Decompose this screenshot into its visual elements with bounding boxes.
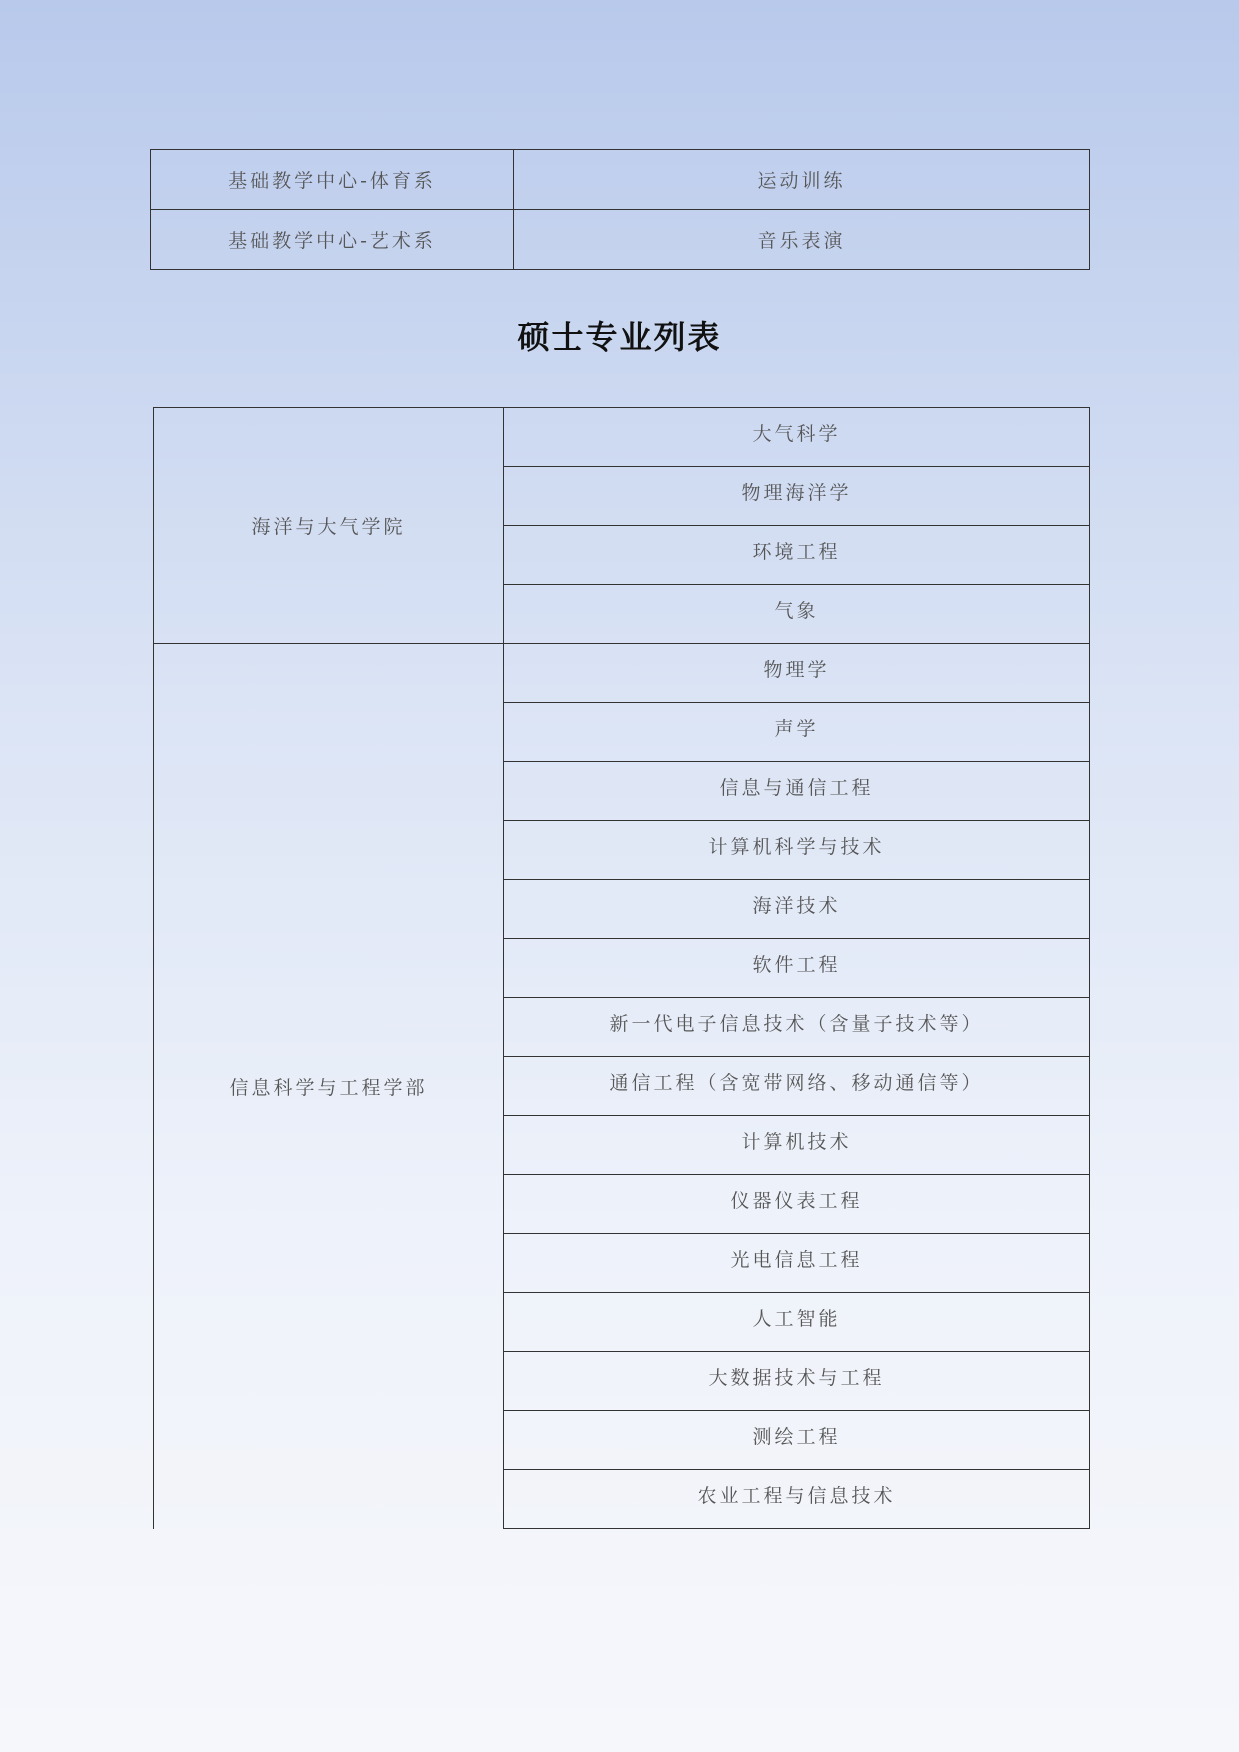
- department-table: [150, 149, 1090, 270]
- major-cell: 大数据技术与工程: [504, 1352, 1090, 1411]
- major-cell: 声学: [504, 703, 1090, 762]
- major-cell: 通信工程（含宽带网络、移动通信等）: [504, 1057, 1090, 1116]
- major-cell: 测绘工程: [504, 1411, 1090, 1470]
- major-cell: 新一代电子信息技术（含量子技术等）: [504, 998, 1090, 1057]
- department-cell: 基础教学中心-体育系: [151, 150, 514, 210]
- major-cell: 音乐表演: [514, 210, 1090, 270]
- major-cell: 计算机科学与技术: [504, 821, 1090, 880]
- table-row: [154, 408, 1090, 467]
- major-cell: 大气科学: [504, 408, 1090, 467]
- masters-program-table: [153, 407, 1090, 1529]
- major-cell: 海洋技术: [504, 880, 1090, 939]
- major-cell: 信息与通信工程: [504, 762, 1090, 821]
- table-row: [151, 210, 1090, 270]
- college-cell: 信息科学与工程学部: [154, 644, 504, 1529]
- major-cell: 计算机技术: [504, 1116, 1090, 1175]
- department-cell: 基础教学中心-艺术系: [151, 210, 514, 270]
- major-cell: 人工智能: [504, 1293, 1090, 1352]
- major-cell: 环境工程: [504, 526, 1090, 585]
- major-cell: 仪器仪表工程: [504, 1175, 1090, 1234]
- major-cell: 运动训练: [514, 150, 1090, 210]
- major-cell: 软件工程: [504, 939, 1090, 998]
- major-cell: 农业工程与信息技术: [504, 1470, 1090, 1529]
- major-cell: 光电信息工程: [504, 1234, 1090, 1293]
- table-row: [151, 150, 1090, 210]
- major-cell: 物理海洋学: [504, 467, 1090, 526]
- major-cell: 气象: [504, 585, 1090, 644]
- table-row: [154, 644, 1090, 703]
- major-cell: 物理学: [504, 644, 1090, 703]
- section-title: 硕士专业列表: [517, 318, 722, 356]
- college-cell: 海洋与大气学院: [154, 408, 504, 644]
